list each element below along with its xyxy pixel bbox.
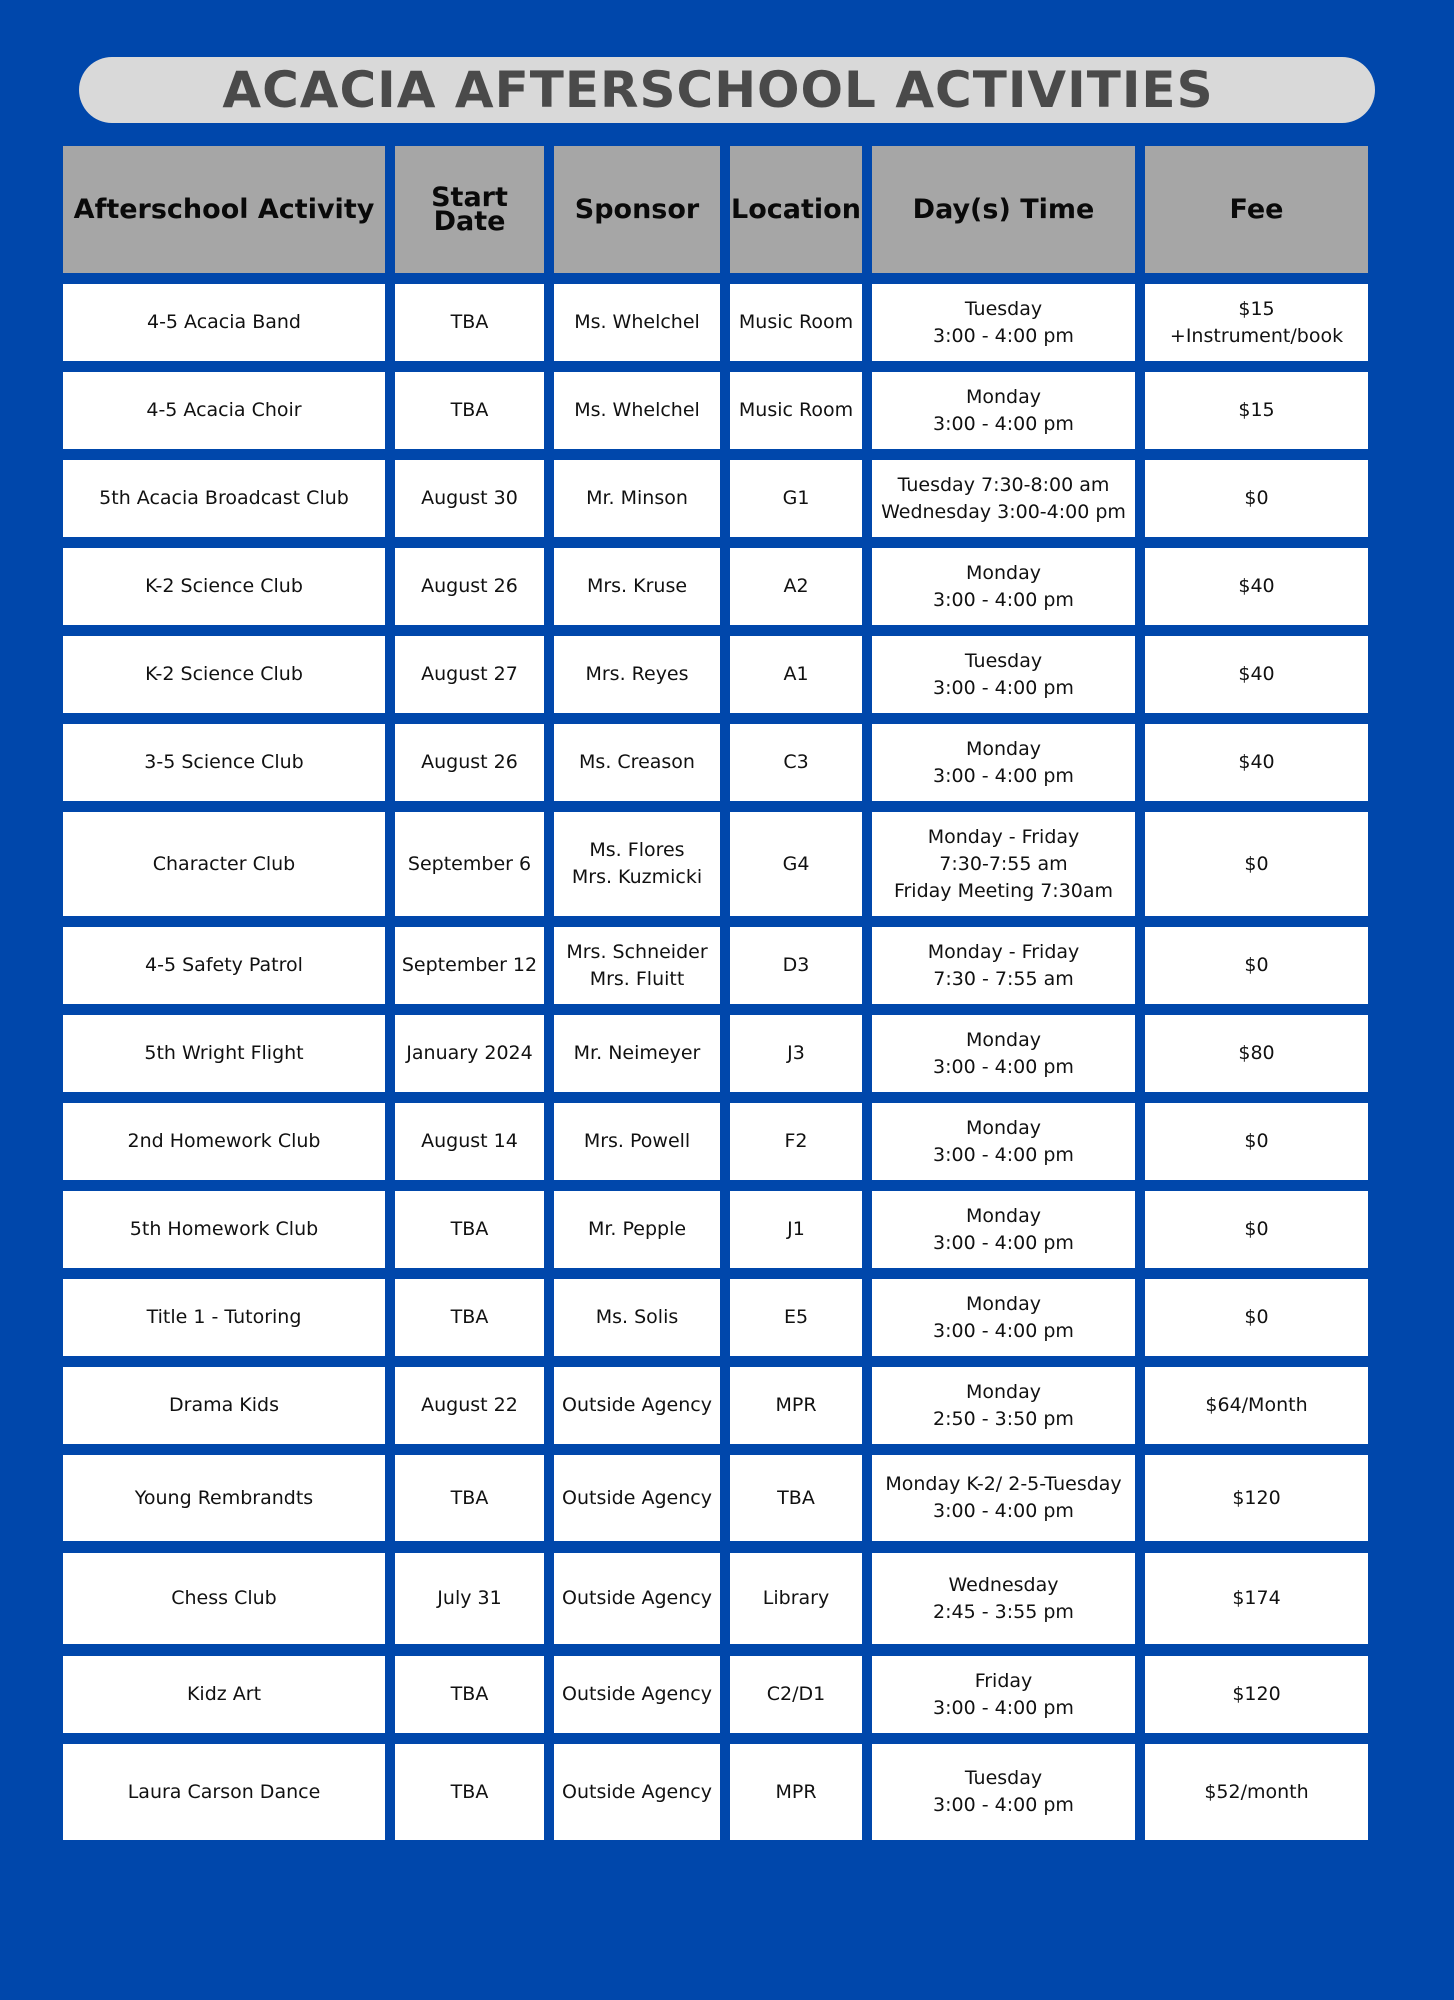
cell-start-date: August 27: [395, 636, 544, 713]
cell-days-time: Tuesday 3:00 - 4:00 pm: [872, 636, 1135, 713]
cell-fee: $0: [1145, 1191, 1368, 1268]
cell-fee: $0: [1145, 1103, 1368, 1180]
cell-sponsor: Outside Agency: [554, 1553, 720, 1644]
cell-sponsor: Outside Agency: [554, 1744, 720, 1840]
cell-fee: $40: [1145, 548, 1368, 625]
cell-start-date: August 30: [395, 460, 544, 537]
cell-fee: $0: [1145, 460, 1368, 537]
cell-fee: $0: [1145, 1279, 1368, 1356]
cell-start-date: TBA: [395, 1744, 544, 1840]
cell-location: MPR: [730, 1744, 862, 1840]
cell-start-date: TBA: [395, 1191, 544, 1268]
cell-start-date: July 31: [395, 1553, 544, 1644]
cell-days-time: Monday K-2/ 2-5-Tuesday 3:00 - 4:00 pm: [872, 1455, 1135, 1541]
cell-fee: $15 +Instrument/book: [1145, 284, 1368, 361]
cell-fee: $80: [1145, 1015, 1368, 1092]
cell-location: A1: [730, 636, 862, 713]
cell-activity: 4-5 Safety Patrol: [63, 927, 385, 1004]
cell-location: G4: [730, 812, 862, 916]
cell-start-date: August 26: [395, 548, 544, 625]
cell-activity: 4-5 Acacia Band: [63, 284, 385, 361]
header-location: Location: [730, 146, 862, 273]
cell-fee: $120: [1145, 1656, 1368, 1733]
cell-sponsor: Mr. Pepple: [554, 1191, 720, 1268]
cell-days-time: Tuesday 3:00 - 4:00 pm: [872, 284, 1135, 361]
cell-days-time: Monday 2:50 - 3:50 pm: [872, 1367, 1135, 1444]
cell-start-date: TBA: [395, 372, 544, 449]
cell-start-date: September 12: [395, 927, 544, 1004]
page-title: ACACIA AFTERSCHOOL ACTIVITIES: [222, 61, 1214, 119]
cell-sponsor: Ms. Creason: [554, 724, 720, 801]
cell-activity: Drama Kids: [63, 1367, 385, 1444]
cell-location: J3: [730, 1015, 862, 1092]
cell-fee: $52/month: [1145, 1744, 1368, 1840]
cell-days-time: Tuesday 7:30-8:00 am Wednesday 3:00-4:00 pm: [872, 460, 1135, 537]
cell-days-time: Monday 3:00 - 4:00 pm: [872, 548, 1135, 625]
cell-activity: 3-5 Science Club: [63, 724, 385, 801]
cell-activity: Title 1 - Tutoring: [63, 1279, 385, 1356]
cell-activity: 5th Homework Club: [63, 1191, 385, 1268]
cell-days-time: Tuesday 3:00 - 4:00 pm: [872, 1744, 1135, 1840]
cell-days-time: Monday 3:00 - 4:00 pm: [872, 1279, 1135, 1356]
cell-start-date: August 26: [395, 724, 544, 801]
cell-location: D3: [730, 927, 862, 1004]
header-fee: Fee: [1145, 146, 1368, 273]
cell-sponsor: Ms. Solis: [554, 1279, 720, 1356]
cell-sponsor: Mrs. Reyes: [554, 636, 720, 713]
cell-fee: $0: [1145, 812, 1368, 916]
cell-sponsor: Mr. Minson: [554, 460, 720, 537]
cell-activity: 5th Acacia Broadcast Club: [63, 460, 385, 537]
header-sponsor: Sponsor: [554, 146, 720, 273]
cell-fee: $15: [1145, 372, 1368, 449]
cell-start-date: TBA: [395, 1455, 544, 1541]
cell-sponsor: Mrs. Powell: [554, 1103, 720, 1180]
cell-activity: 5th Wright Flight: [63, 1015, 385, 1092]
title-banner: [79, 57, 1375, 123]
cell-fee: $40: [1145, 636, 1368, 713]
cell-location: G1: [730, 460, 862, 537]
header-activity: Afterschool Activity: [63, 146, 385, 273]
cell-location: C3: [730, 724, 862, 801]
cell-location: Library: [730, 1553, 862, 1644]
cell-fee: $40: [1145, 724, 1368, 801]
cell-location: A2: [730, 548, 862, 625]
cell-fee: $0: [1145, 927, 1368, 1004]
cell-sponsor: Mr. Neimeyer: [554, 1015, 720, 1092]
cell-sponsor: Outside Agency: [554, 1367, 720, 1444]
cell-days-time: Monday 3:00 - 4:00 pm: [872, 1015, 1135, 1092]
cell-sponsor: Ms. Flores Mrs. Kuzmicki: [554, 812, 720, 916]
cell-activity: K-2 Science Club: [63, 548, 385, 625]
cell-start-date: January 2024: [395, 1015, 544, 1092]
cell-sponsor: Ms. Whelchel: [554, 284, 720, 361]
cell-location: J1: [730, 1191, 862, 1268]
cell-sponsor: Outside Agency: [554, 1455, 720, 1541]
cell-days-time: Monday - Friday 7:30-7:55 am Friday Meeting 7:30am: [872, 812, 1135, 916]
cell-start-date: August 14: [395, 1103, 544, 1180]
cell-location: TBA: [730, 1455, 862, 1541]
cell-start-date: TBA: [395, 1656, 544, 1733]
cell-start-date: TBA: [395, 1279, 544, 1356]
cell-sponsor: Mrs. Schneider Mrs. Fluitt: [554, 927, 720, 1004]
cell-location: E5: [730, 1279, 862, 1356]
cell-fee: $64/Month: [1145, 1367, 1368, 1444]
cell-activity: Chess Club: [63, 1553, 385, 1644]
cell-days-time: Monday 3:00 - 4:00 pm: [872, 1191, 1135, 1268]
cell-days-time: Wednesday 2:45 - 3:55 pm: [872, 1553, 1135, 1644]
cell-days-time: Monday 3:00 - 4:00 pm: [872, 724, 1135, 801]
cell-days-time: Monday 3:00 - 4:00 pm: [872, 372, 1135, 449]
cell-days-time: Friday 3:00 - 4:00 pm: [872, 1656, 1135, 1733]
cell-activity: Character Club: [63, 812, 385, 916]
header-days-time: Day(s) Time: [872, 146, 1135, 273]
cell-location: Music Room: [730, 372, 862, 449]
cell-activity: Young Rembrandts: [63, 1455, 385, 1541]
cell-location: MPR: [730, 1367, 862, 1444]
cell-sponsor: Outside Agency: [554, 1656, 720, 1733]
cell-activity: K-2 Science Club: [63, 636, 385, 713]
cell-days-time: Monday 3:00 - 4:00 pm: [872, 1103, 1135, 1180]
cell-activity: 2nd Homework Club: [63, 1103, 385, 1180]
cell-activity: Kidz Art: [63, 1656, 385, 1733]
cell-start-date: August 22: [395, 1367, 544, 1444]
cell-start-date: TBA: [395, 284, 544, 361]
cell-days-time: Monday - Friday 7:30 - 7:55 am: [872, 927, 1135, 1004]
cell-location: C2/D1: [730, 1656, 862, 1733]
cell-location: Music Room: [730, 284, 862, 361]
cell-start-date: September 6: [395, 812, 544, 916]
cell-sponsor: Ms. Whelchel: [554, 372, 720, 449]
cell-activity: Laura Carson Dance: [63, 1744, 385, 1840]
cell-activity: 4-5 Acacia Choir: [63, 372, 385, 449]
cell-sponsor: Mrs. Kruse: [554, 548, 720, 625]
cell-location: F2: [730, 1103, 862, 1180]
cell-fee: $174: [1145, 1553, 1368, 1644]
header-start-date: Start Date: [395, 146, 544, 273]
cell-fee: $120: [1145, 1455, 1368, 1541]
